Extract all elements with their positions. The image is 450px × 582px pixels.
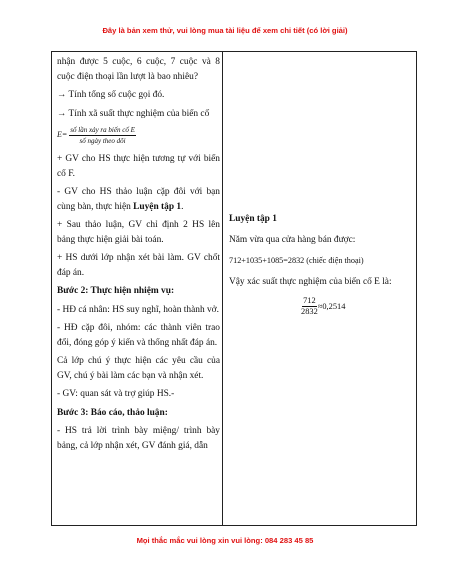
preview-banner: Đây là bản xem thử, vui lòng mua tài liệu để xem chi tiết (có lời giải): [102, 26, 348, 35]
probability-formula: [57, 125, 220, 146]
paragraph: - HĐ cá nhân: HS suy nghĩ, hoàn thành vở.: [57, 304, 219, 315]
solution-line: Vậy xác suất thực nghiệm của biến cố E là:: [229, 277, 392, 287]
result-numerator: 712: [303, 296, 316, 305]
formula-lhs: E=: [57, 130, 68, 140]
paragraph: + Sau thảo luận, GV chỉ định 2 HS lên bảng thực hiện giải bài toán.: [57, 220, 220, 245]
result-denominator: 2832: [301, 307, 318, 316]
paragraph: → Tính xã suất thực nghiệm của biến cố: [57, 108, 210, 119]
solution-line: Năm vừa qua cửa hàng bán được:: [229, 235, 356, 245]
paragraph: nhận được 5 cuộc, 6 cuộc, 7 cuộc và 8 cuộc điện thoại lần lượt là bao nhiêu?: [57, 57, 220, 82]
formula-fraction: [69, 125, 136, 146]
paragraph: - HS trả lời trình bày miệng/ trình bày bảng, cả lớp nhận xét, GV đánh giá, dẫn: [57, 426, 220, 451]
paragraph: + HS dưới lớp nhận xét bài làm. GV chốt đáp án.: [57, 253, 220, 278]
paragraph: - HĐ cặp đôi, nhóm: các thành viên trao đổi, đóng góp ý kiến và thống nhất đáp án.: [57, 323, 220, 348]
formula-denominator: số ngày theo dõi: [79, 137, 126, 145]
paragraph: → Tính tổng số cuộc gọi đó.: [57, 90, 165, 100]
solution-column: [229, 212, 413, 317]
paragraph: + GV cho HS thực hiện tương tự với biến cố F.: [57, 154, 220, 179]
paragraph: Cả lớp chú ý thực hiện các yêu cầu của GV, chú ý bài làm các bạn và nhận xét.: [57, 356, 220, 381]
practice-link-text: Luyện tập 1: [133, 201, 182, 212]
contact-banner: Mọi thắc mắc vui lòng xin vui lòng: 084 283 45 85: [136, 536, 314, 545]
activity-column: [57, 55, 220, 457]
practice-heading: Luyện tập 1: [229, 214, 277, 224]
step-2-heading: Bước 2: Thực hiện nhiệm vụ:: [57, 286, 175, 296]
result-fraction: [301, 296, 318, 317]
formula-numerator: số lần xảy ra biến cố E: [70, 126, 135, 134]
probability-result: [299, 296, 413, 317]
lesson-table: [51, 51, 417, 526]
result-approx: ≈0,2514: [317, 301, 346, 311]
paragraph: - GV cho HS thảo luận cặp đôi với bạn cùng bàn, thực hiện Luyện tập 1.: [57, 187, 220, 212]
step-3-heading: Bước 3: Báo cáo, thảo luận:: [57, 407, 168, 418]
solution-sum: 712+1035+1085=2832 (chiếc điện thoại): [229, 256, 364, 265]
column-divider: [222, 52, 223, 525]
paragraph: - GV: quan sát và trợ giúp HS.-: [57, 389, 175, 399]
